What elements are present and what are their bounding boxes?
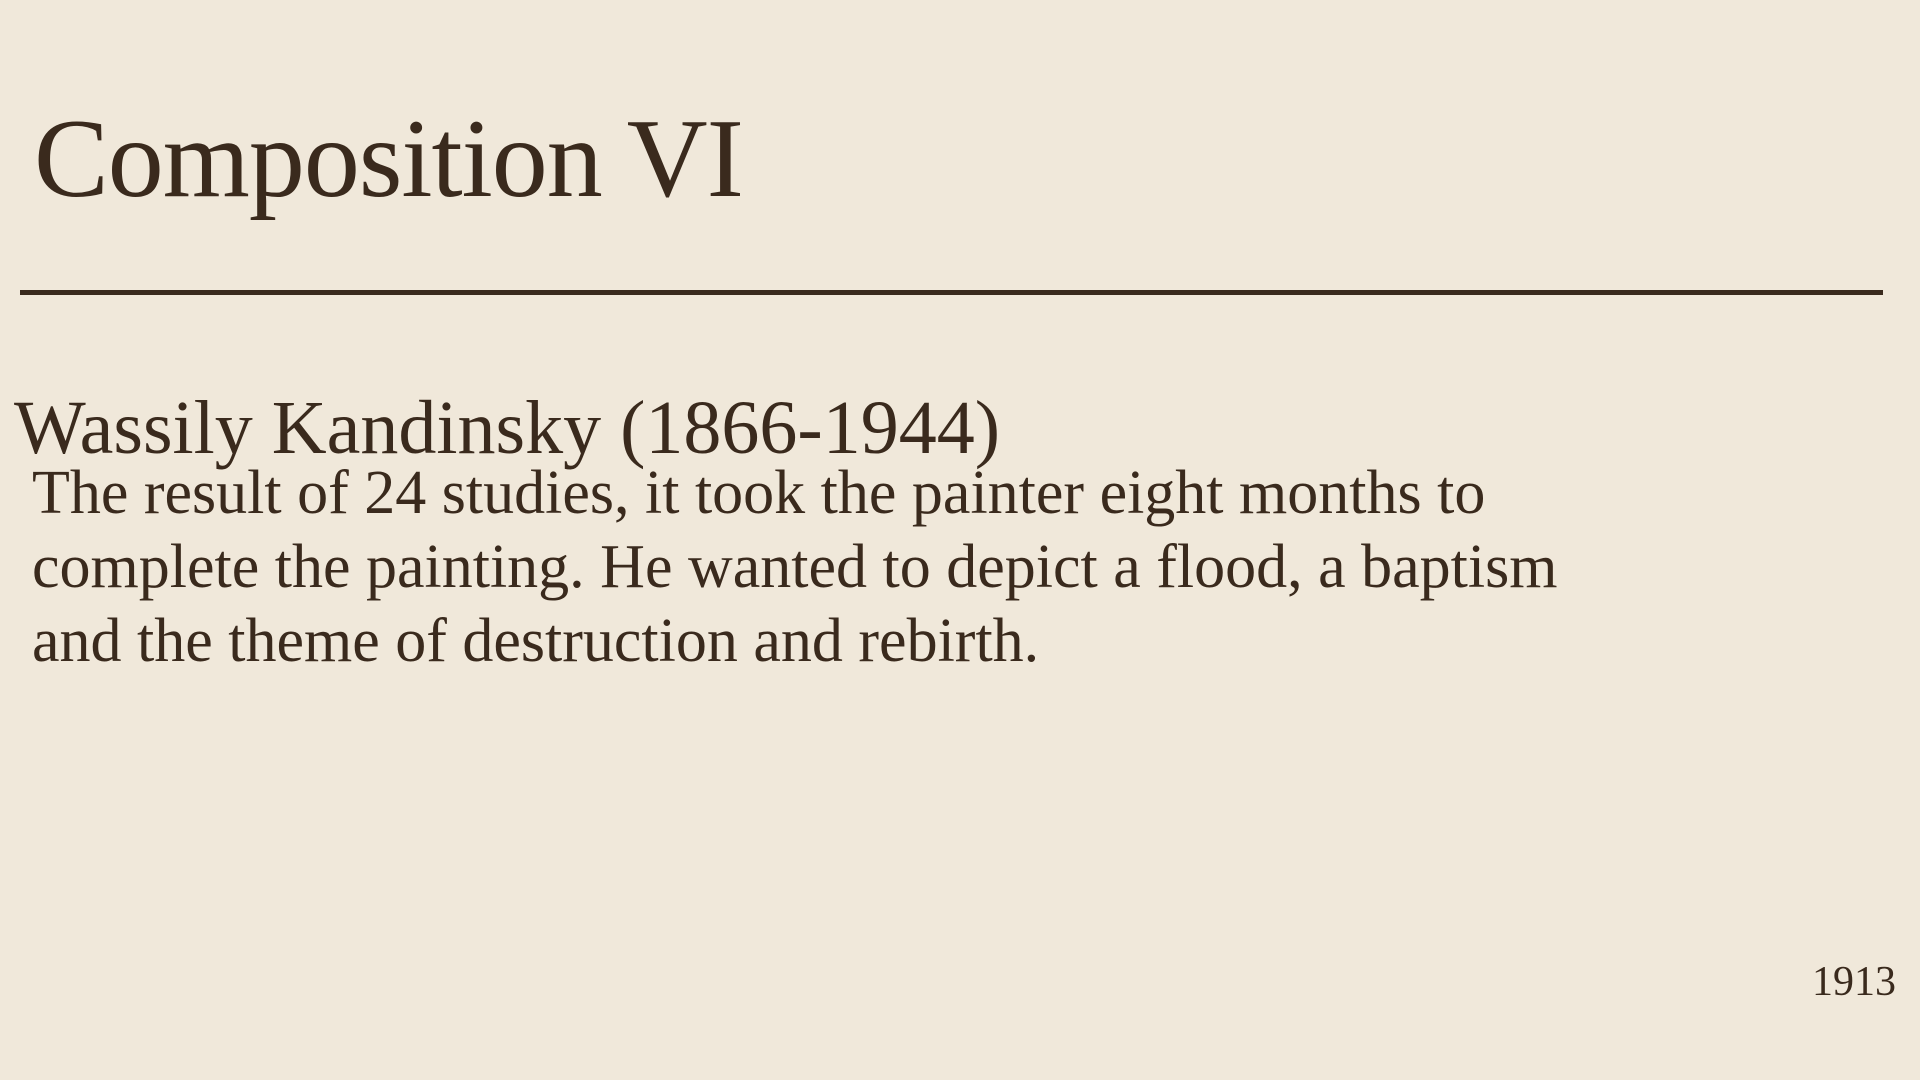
title-divider [20,290,1883,295]
description-line: complete the painting. He wanted to depict a flood, a baptism [32,533,1558,601]
description-line: The result of 24 studies, it took the painter eight months to [32,459,1486,527]
painting-description [32,456,1872,678]
artist-name: Wassily Kandinsky (1866-1944) [14,386,1000,471]
description-line: and the theme of destruction and rebirth. [32,607,1040,675]
painting-title: Composition VI [34,97,743,222]
painting-year: 1913 [1812,959,1896,1005]
